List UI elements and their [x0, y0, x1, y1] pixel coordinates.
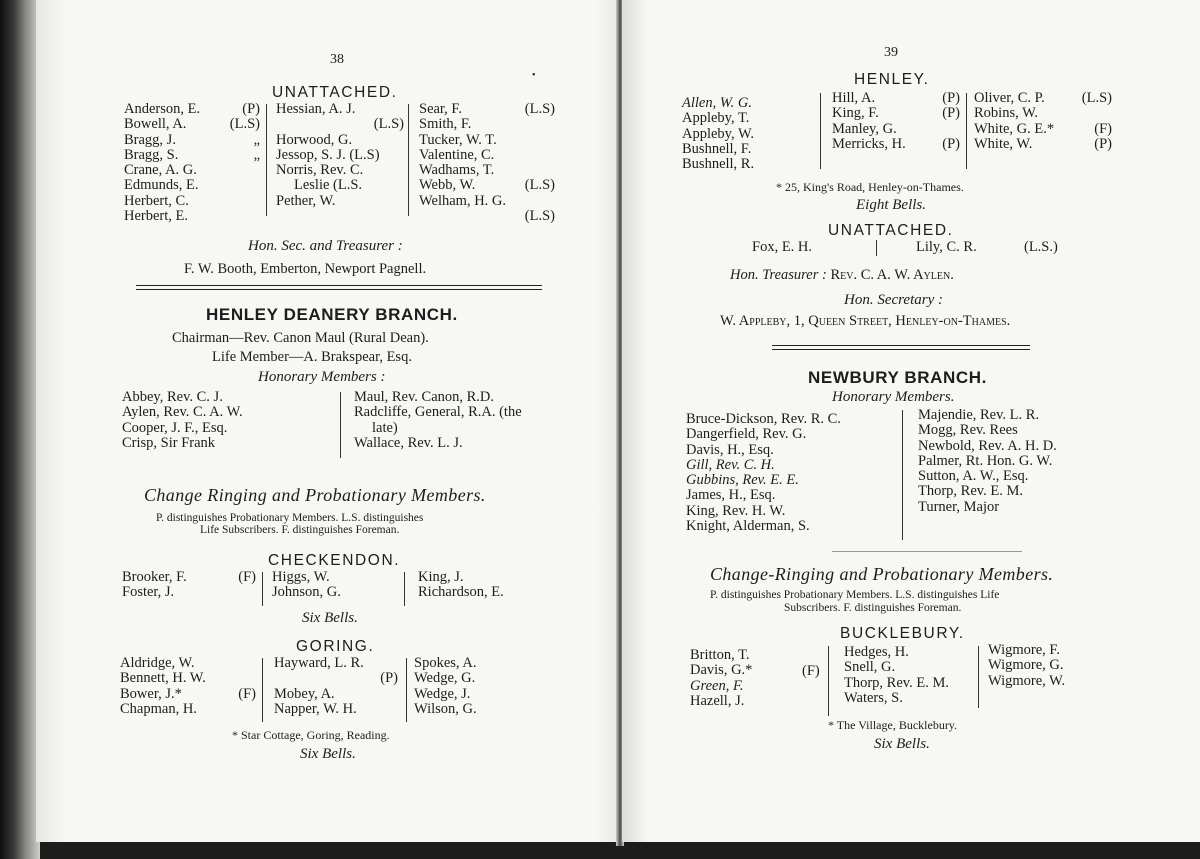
- list-item: Mogg, Rev. Rees: [918, 422, 1018, 439]
- member-name: Crane, A. G.: [124, 162, 197, 179]
- member-name: Robins, W.: [974, 105, 1039, 122]
- list-item: Newbold, Rev. A. H. D.: [918, 437, 1057, 454]
- list-item: Napper, W. H.: [274, 700, 357, 717]
- list-item: [122, 570, 256, 585]
- list-item: Thorp, Rev. E. M.: [844, 674, 949, 691]
- column-divider: [266, 104, 267, 216]
- ink-spot: •: [532, 70, 536, 81]
- member-name: Herbert, E.: [124, 208, 189, 225]
- member-mark: (F): [238, 569, 256, 585]
- list-item: Green, F.: [690, 677, 744, 694]
- checkendon-bells: Six Bells.: [302, 610, 358, 626]
- column-divider: [978, 646, 979, 708]
- checkendon-col2: [272, 570, 400, 601]
- list-item: [124, 133, 260, 148]
- list-item: Pether, W.: [276, 192, 336, 209]
- bucklebury-col1: [690, 648, 800, 709]
- list-item: [419, 133, 555, 148]
- member-mark: (P): [942, 105, 960, 122]
- list-item: Wallace, Rev. L. J.: [354, 434, 463, 451]
- list-item: Davis, H., Esq.: [686, 441, 774, 458]
- column-divider: [340, 392, 341, 458]
- member-mark: (L.S): [229, 116, 260, 133]
- member-name: Herbert, C.: [124, 192, 189, 209]
- member-name: Foster, J.: [122, 584, 175, 601]
- member-mark: (F): [1094, 120, 1112, 137]
- honorary-members-label: Honorary Members :: [258, 369, 386, 385]
- column-divider: [262, 658, 263, 722]
- list-item: Appleby, W.: [682, 125, 754, 142]
- list-item: Knight, Alderman, S.: [686, 518, 810, 535]
- goring-col2: [274, 656, 398, 717]
- list-item: Gubbins, Rev. E. E.: [686, 472, 799, 489]
- list-item: [120, 671, 256, 686]
- list-item: Spokes, A.: [414, 655, 477, 671]
- member-name: White, G. E.*: [974, 120, 1055, 137]
- member-mark: (L.S): [524, 101, 555, 117]
- list-item: Dangerfield, Rev. G.: [686, 426, 807, 443]
- member-name: Manley, G.: [832, 120, 897, 137]
- member-name: Oliver, C. P.: [974, 90, 1045, 106]
- list-item: Hayward, L. R.: [274, 655, 364, 671]
- member-mark: (P): [242, 101, 260, 117]
- list-item: Hazell, J.: [690, 692, 745, 709]
- hon-sec-label: Hon. Sec. and Treasurer :: [248, 238, 403, 254]
- list-item: Majendie, Rev. L. R.: [918, 407, 1040, 423]
- note-line2: Subscribers. F. distinguishes Foreman.: [784, 602, 962, 614]
- book-spine: [0, 0, 40, 859]
- member-name: Anderson, E.: [124, 101, 201, 117]
- hon-treasurer-name: Rev. C. A. W. Aylen.: [830, 267, 954, 283]
- list-item: [832, 91, 960, 106]
- list-item: Horwood, G.: [276, 131, 353, 148]
- member-name: Bragg, J.: [124, 131, 176, 148]
- member-name: Bower, J.*: [120, 685, 182, 702]
- newbury-col2: [918, 408, 1118, 515]
- member-name: Webb, W.: [419, 177, 476, 194]
- list-item: Britton, T.: [690, 647, 750, 663]
- unattached-entry2-mark: (L.S.): [1024, 239, 1058, 255]
- member-name: Valentine, C.: [419, 146, 495, 163]
- list-item: Cooper, J. F., Esq.: [122, 419, 228, 436]
- checkendon-col3: [418, 570, 548, 601]
- member-name: White, W.: [974, 135, 1033, 152]
- double-rule: [772, 345, 1030, 350]
- list-item: Bushnell, F.: [682, 140, 752, 157]
- member-name: Tucker, W. T.: [419, 131, 497, 148]
- list-item: Richardson, E.: [418, 584, 504, 601]
- member-name: Hill, A.: [832, 90, 876, 106]
- list-item: Wigmore, F.: [988, 642, 1060, 658]
- list-item: Jessop, S. J. (L.S): [276, 146, 380, 163]
- list-item: James, H., Esq.: [686, 487, 776, 504]
- list-item: Allen, W. G.: [682, 95, 752, 111]
- henley-deanery-heading: HENLEY DEANERY BRANCH.: [206, 305, 458, 324]
- member-name: Bennett, H. W.: [120, 670, 206, 687]
- list-item: Wilson, G.: [414, 700, 477, 717]
- newbury-heading: NEWBURY BRANCH.: [808, 368, 987, 387]
- member-name: Welham, H. G.: [419, 192, 507, 209]
- bucklebury-bells: Six Bells.: [874, 736, 930, 752]
- honorary-col1: [122, 390, 332, 451]
- henley-col3: [974, 91, 1112, 152]
- list-item: [122, 585, 256, 600]
- life-member-line: Life Member—A. Brakspear, Esq.: [212, 349, 412, 365]
- list-item: Leslie (L.S.: [294, 177, 363, 194]
- column-divider: [828, 646, 829, 716]
- list-item: [832, 106, 960, 121]
- column-divider: [262, 572, 263, 606]
- honorary-col2: [354, 390, 564, 451]
- unattached-heading: UNATTACHED.: [828, 222, 954, 239]
- left-page: [36, 0, 618, 842]
- member-name: Bragg, S.: [124, 146, 179, 163]
- list-item: King, J.: [418, 569, 464, 585]
- column-divider: [966, 93, 967, 169]
- bucklebury-col3: [988, 643, 1098, 689]
- note-line1: P. distinguishes Probationary Members. L.S. distinguishes: [156, 512, 424, 524]
- list-item: Appleby, T.: [682, 110, 750, 127]
- chairman-line: Chairman—Rev. Canon Maul (Rural Dean).: [172, 330, 429, 346]
- list-item: [120, 656, 256, 671]
- newbury-col1: [686, 412, 896, 534]
- list-item: late): [372, 419, 398, 436]
- list-item: Wigmore, W.: [988, 672, 1066, 689]
- list-item: [974, 91, 1112, 106]
- list-item: [974, 137, 1112, 152]
- hon-treasurer-label: Hon. Treasurer :: [730, 267, 827, 283]
- member-mark: (P): [942, 90, 960, 106]
- member-mark: (F): [238, 685, 256, 702]
- goring-address: * Star Cottage, Goring, Reading.: [232, 728, 390, 742]
- column-divider: [408, 104, 409, 216]
- list-item: Hessian, A. J.: [276, 101, 356, 117]
- list-item: Snell, G.: [844, 659, 896, 676]
- list-item: Turner, Major: [918, 498, 1000, 515]
- member-mark: (L.S): [524, 177, 555, 194]
- list-item: Sutton, A. W., Esq.: [918, 468, 1029, 485]
- member-name: Sear, F.: [419, 101, 462, 117]
- list-item: [124, 209, 260, 224]
- list-item: [974, 106, 1112, 121]
- bucklebury-address: * The Village, Bucklebury.: [828, 718, 958, 732]
- unattached-heading: UNATTACHED.: [272, 84, 398, 101]
- list-item: (L.S): [373, 116, 404, 133]
- list-item: [120, 687, 256, 702]
- list-item: [419, 102, 555, 117]
- hon-sec-name: F. W. Booth, Emberton, Newport Pagnell.: [184, 261, 427, 277]
- list-item: [419, 163, 555, 178]
- member-name: Smith, F.: [419, 116, 472, 133]
- list-item: [124, 194, 260, 209]
- checkendon-col1: [122, 570, 256, 601]
- change-ringing-heading: Change-Ringing and Probationary Members.: [710, 564, 1054, 584]
- list-item: [419, 117, 555, 132]
- bucklebury-heading: BUCKLEBURY.: [840, 625, 965, 642]
- list-item: Wigmore, G.: [988, 657, 1064, 674]
- goring-col3: [414, 656, 514, 717]
- list-item: Bruce-Dickson, Rev. R. C.: [686, 411, 841, 427]
- list-item: Thorp, Rev. E. M.: [918, 483, 1023, 500]
- list-item: Waters, S.: [844, 689, 903, 706]
- thin-rule: [832, 551, 1022, 552]
- column-divider: [404, 572, 405, 606]
- newbury-honorary-label: Honorary Members.: [832, 389, 955, 405]
- list-item: Crisp, Sir Frank: [122, 434, 216, 451]
- goring-bells: Six Bells.: [300, 746, 356, 762]
- list-item: Davis, G.*: [690, 662, 753, 679]
- list-item: Wedge, G.: [414, 670, 476, 687]
- list-item: Palmer, Rt. Hon. G. W.: [918, 452, 1053, 469]
- henley-heading: HENLEY.: [854, 71, 930, 88]
- member-mark: (P): [1094, 135, 1112, 152]
- list-item: [419, 194, 555, 209]
- member-name: Merricks, H.: [832, 135, 906, 152]
- member-name: Chapman, H.: [120, 700, 197, 717]
- note-line2: Life Subscribers. F. distinguishes Foreman.: [200, 524, 400, 536]
- unattached-entry1: Fox, E. H.: [752, 239, 813, 255]
- member-mark: „: [253, 131, 260, 148]
- list-item: Radcliffe, General, R.A. (the: [354, 404, 522, 421]
- unattached-col1: [124, 102, 260, 224]
- unattached-col2: [276, 102, 404, 209]
- member-name: Edmunds, E.: [124, 177, 199, 194]
- member-name: Wadhams, T.: [419, 162, 495, 179]
- list-item: Johnson, G.: [272, 584, 341, 601]
- henley-bells: Eight Bells.: [856, 197, 926, 213]
- list-item: Abbey, Rev. C. J.: [122, 389, 223, 405]
- column-divider: [820, 93, 821, 169]
- list-item: King, Rev. H. W.: [686, 502, 786, 519]
- hon-secretary-name: W. Appleby, 1, Queen Street, Henley-on-Thames.: [720, 313, 1011, 329]
- henley-col2: [832, 91, 960, 152]
- checkendon-heading: CHECKENDON.: [268, 552, 401, 569]
- right-page: [622, 0, 1200, 842]
- list-item: (P): [380, 670, 398, 687]
- list-item: Bushnell, R.: [682, 156, 755, 173]
- member-name: Brooker, F.: [122, 569, 187, 585]
- change-ringing-heading: Change Ringing and Probationary Members.: [144, 485, 486, 505]
- note-line1: P. distinguishes Probationary Members. L.S. distinguishes Life: [710, 589, 1000, 601]
- page-number: 39: [884, 45, 898, 60]
- list-item: Maul, Rev. Canon, R.D.: [354, 389, 495, 405]
- member-name: Bowell, A.: [124, 116, 187, 133]
- member-mark: (P): [942, 135, 960, 152]
- column-divider: [406, 658, 407, 722]
- list-item: [120, 702, 256, 717]
- goring-heading: GORING.: [296, 638, 375, 655]
- column-divider: [876, 240, 877, 256]
- member-mark: (L.S): [524, 208, 555, 225]
- member-mark: (L.S): [1081, 90, 1112, 106]
- list-item: [832, 122, 960, 137]
- list-item: [419, 209, 555, 224]
- list-item: Higgs, W.: [272, 569, 330, 585]
- member-mark: „: [253, 146, 260, 163]
- list-item: Norris, Rev. C.: [276, 162, 364, 179]
- list-item: [974, 122, 1112, 137]
- list-item: [419, 148, 555, 163]
- bucklebury-col2: [844, 645, 974, 706]
- column-divider: [902, 410, 903, 540]
- list-item: Aylen, Rev. C. A. W.: [122, 404, 243, 421]
- list-item: Gill, Rev. C. H.: [686, 456, 775, 473]
- member-name: King, F.: [832, 105, 879, 122]
- bucklebury-foreman-mark: (F): [802, 663, 820, 679]
- list-item: [124, 178, 260, 193]
- member-name: Aldridge, W.: [120, 655, 195, 671]
- henley-col1: [682, 96, 816, 172]
- unattached-entry2: Lily, C. R.: [916, 239, 977, 255]
- double-rule: [136, 285, 542, 290]
- list-item: Mobey, A.: [274, 685, 335, 702]
- list-item: [419, 178, 555, 193]
- page-number: 38: [330, 52, 344, 67]
- list-item: [124, 102, 260, 117]
- hon-secretary-label: Hon. Secretary :: [844, 292, 943, 308]
- henley-address: * 25, King's Road, Henley-on-Thames.: [776, 180, 964, 194]
- list-item: [124, 163, 260, 178]
- unattached-col3: [419, 102, 555, 224]
- list-item: [124, 148, 260, 163]
- list-item: Hedges, H.: [844, 644, 909, 660]
- list-item: [832, 137, 960, 152]
- list-item: [124, 117, 260, 132]
- list-item: Wedge, J.: [414, 685, 471, 702]
- goring-col1: [120, 656, 256, 717]
